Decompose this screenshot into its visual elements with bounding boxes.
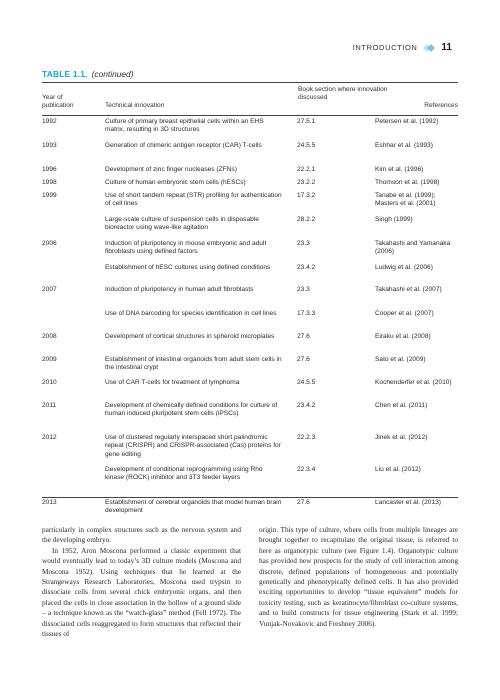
section-cell: 27.5.1 [297,118,316,125]
table-row [42,379,458,402]
reference-cell: Jinek et al. (2012) [375,434,428,441]
table-row [42,310,458,333]
header-book-section: Book section where innovation discussed [298,86,388,102]
table-row [42,216,458,240]
table-row [42,466,458,499]
reference-cell: Sato et al. (2009) [375,356,426,363]
innovation-cell: Induction of pluripotency in human adult fibroblasts [105,286,254,293]
innovation-cell: Generation of chimeric antigen receptor (CAR) T-cells [105,142,262,149]
table-row [42,434,458,466]
diamond-marker-icon [423,44,435,52]
reference-cell: Singh (1999) [375,216,413,223]
year-cell: 2012 [42,434,57,441]
innovation-cell: Development of chemically defined conditions for culture of human induced pluripotent stem cells (iPSCs) [105,402,278,418]
table-header-rule [42,115,458,116]
reference-cell: Eshhar et al. (1993) [375,142,433,149]
page-number: 11 [441,42,452,53]
section-cell: 22.2.1 [297,166,316,173]
innovation-cell: Use of clustered regularly interspaced short palindromic repeat (CRISPR) and CRISPR-associated (Cas) proteins for gene editing [105,434,281,458]
reference-cell: Lancaster et al. (2013) [375,499,441,506]
section-cell: 28.2.2 [297,216,316,223]
innovation-cell: Establishment of intestinal organoids from adult stem cells in the intestinal crypt [105,356,282,372]
innovation-cell: Establishment of hESC cultures using defined conditions [105,264,271,271]
section-cell: 17.3.3 [297,310,316,317]
table-row [42,118,458,142]
running-head-section: INTRODUCTION [352,43,418,52]
section-cell: 23.4.2 [297,264,316,271]
innovation-cell: Use of DNA barcoding for species identification in cell lines [105,310,277,317]
header-references: References [424,102,458,109]
year-cell: 1993 [42,142,57,149]
section-cell: 23.3 [297,240,310,247]
header-innovation: Technical innovation [105,102,165,109]
table-row [42,356,458,379]
table-row [42,192,458,216]
body-column-left [42,525,241,639]
innovation-cell: Development of cortical structures in spheroid microplates [105,333,275,340]
year-cell: 1992 [42,118,57,125]
reference-cell: Cooper et al. (2007) [375,310,434,317]
innovation-cell: Development of zinc finger nucleases (ZFNs) [105,166,237,173]
reference-cell: Thomson et al. (1998) [375,179,440,186]
table-row [42,240,458,264]
body-column-right [259,525,458,629]
year-cell: 2009 [42,356,57,363]
section-cell: 27.6 [297,356,310,363]
section-cell: 23.3 [297,286,310,293]
year-cell: 1999 [42,192,57,199]
innovation-cell: Establishment of cerebral organoids that model human brain development [105,499,282,515]
section-cell: 23.4.2 [297,402,316,409]
section-cell: 22.2.3 [297,434,316,441]
innovation-cell: Use of short tandem repeat (STR) profiling for authentication of cell lines [105,192,282,208]
table-top-rule [42,82,458,83]
table-row [42,286,458,310]
header-year: Year of publication [42,94,74,110]
section-cell: 17.3.2 [297,192,316,199]
running-head [353,42,452,53]
year-cell: 2011 [42,402,57,409]
section-cell: 27.6 [297,333,310,340]
table-row [42,333,458,356]
paragraph: In 1952, Aron Moscona performed a classic experiment that would eventually lead to today’s 3D culture models (Moscona and Moscona 1952). Using techniques that he learned at the Strangeways Research Laboratories, Moscona used trypsin to dissociate cells from several chick embryonic organs, and then placed the cells in close association in the hollow of a ground slide – a technique known as the “watch-glass” method (Fell 1972). The dissociated cells reaggregated to form structures that reflected their tissues of [42,545,241,639]
table-bottom-rule [42,497,458,498]
reference-cell: Petersen et al. (1992) [375,118,439,125]
table-row [42,166,458,179]
section-cell: 24.5.5 [297,379,316,386]
reference-cell: Kochenderfer et al. (2010) [375,379,452,386]
year-cell: 1998 [42,179,57,186]
section-cell: 22.3.4 [297,466,316,473]
table-row [42,142,458,166]
year-cell: 2007 [42,286,57,293]
reference-cell: Chen et al. (2011) [375,402,428,409]
year-cell: 2006 [42,240,57,247]
reference-cell: Takahashi and Yamanaka (2006) [375,240,451,256]
reference-cell: Tanabe et al. (1999); Masters et al. (2001) [375,192,436,208]
innovation-cell: Culture of primary breast epithelial cells within an EHS matrix, resulting in 3D structures [105,118,264,134]
table-row [42,264,458,286]
table-row [42,179,458,192]
table-number: TABLE 1.1. [42,69,88,79]
section-cell: 23.2.2 [297,179,316,186]
paragraph: origin. This type of culture, where cells from multiple lineages are brought together to recapitulate the original tissue, is referred to here as organotypic culture (see Figure 1.4). Organotypic culture has provided new prospects for the study of cell interaction among discrete, defined populations of homogeneous and potentially genetically and phenotypically defined cells. It has also provided exciting opportunities to develop “tissue equivalent” models for toxicity testing, such as keratinocyte/fibroblast co-culture systems, and to build constructs for tissue engineering (Stark et al. 1999; Vunjak-Novakovic and Freshney 2006). [259,525,458,628]
paragraph: particularly in complex structures such as the nervous system and the developing embryo. [42,525,241,545]
innovation-cell: Use of CAR T-cells for treatment of lymphoma [105,379,240,386]
table-body [42,118,458,523]
innovation-cell: Culture of human embryonic stem cells (hESCs) [105,179,246,186]
reference-cell: Liu et al. (2012) [375,466,421,473]
innovation-cell: Large-scale culture of suspension cells in disposable bioreactor using wave-like agitation [105,216,259,232]
year-cell: 2013 [42,499,57,506]
year-cell: 2010 [42,379,57,386]
reference-cell: Eiraku et al. (2008) [375,333,431,340]
innovation-cell: Development of conditional reprogramming using Rho kinase (ROCK) inhibitor and 3T3 feeder layers [105,466,263,482]
table-continued-label: (continued) [91,69,134,79]
innovation-cell: Induction of pluripotency in mouse embryonic and adult fibroblasts using defined factors [105,240,267,256]
table-row [42,402,458,434]
reference-cell: Takahashi et al. (2007) [375,286,442,293]
section-cell: 27.6 [297,499,310,506]
table-row [42,499,458,523]
table-caption [42,69,134,79]
section-cell: 24.5.5 [297,142,316,149]
reference-cell: Kim et al. (1996) [375,166,424,173]
reference-cell: Ludwig et al. (2006) [375,264,433,271]
year-cell: 2008 [42,333,57,340]
year-cell: 1996 [42,166,57,173]
